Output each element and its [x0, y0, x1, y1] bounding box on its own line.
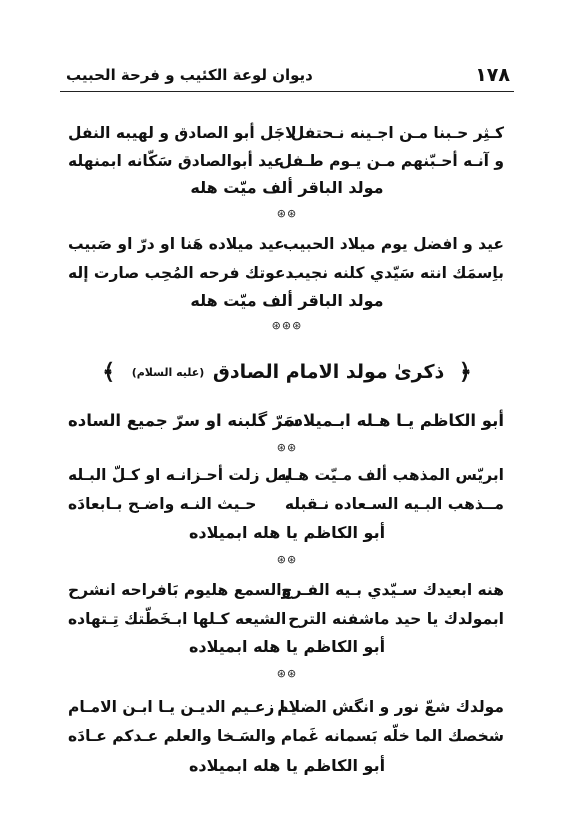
verse-right: ابمولدك يا حيد ماشفنه الترح	[288, 610, 504, 628]
verse-right: مــذهب البـيه السـعاده نـقبله	[284, 495, 504, 513]
ornament-bracket-right: ﴿	[458, 360, 472, 385]
poem-title-text: ذكرىٰ مولد الامام الصادق	[212, 361, 445, 383]
verse-right: عيد و افضل يوم ميلاد الحبيب	[283, 235, 504, 253]
verse-right: أبو الكاظم يـا هـله ابـميلاده	[284, 411, 504, 430]
verse-right: و آنـه أحـبّنهم مـن يـوم طـفل	[278, 152, 504, 170]
book-title: ديوان لوعة الكئيب و فرحة الحبيب	[66, 66, 313, 84]
verse-left: يـا زعـيم الديـن يـا ابـن الامـام	[68, 698, 297, 716]
header-rule	[60, 91, 514, 92]
verse-left: يـل زلت أحـزانـه او كـلّ البـله	[68, 466, 290, 484]
chorus-line: أبو الكاظم يا هله ابميلاده	[188, 756, 386, 775]
verse-right: كـثِر حـبنا مـن اجـينه نـحتفل	[290, 124, 504, 142]
chorus-line: أبو الكاظم يا هله ابميلاده	[188, 523, 386, 542]
stanza-separator: ⊛⊛⊛	[271, 319, 303, 332]
verse-right: باِسمَك انته سَيّدي كلنه نجيب	[288, 264, 504, 282]
honorific-glyph: (عليه السلام)	[131, 366, 205, 379]
verse-left: سَرّ گلبنه او سرّ جميع الساده	[68, 411, 300, 430]
verse-left: حـيث النـه واضـح بـابعادَه	[68, 495, 257, 513]
verse-left: الشيعه كـلها ابـخَطّتك تِـتهاده	[68, 610, 287, 628]
chorus-line: مولد الباقر ألف ميّت هله	[190, 178, 384, 197]
stanza-separator: ⊛⊛	[276, 207, 298, 220]
chorus-line: مولد الباقر ألف ميّت هله	[190, 291, 384, 310]
stanza-separator: ⊛⊛	[276, 441, 298, 454]
stanza-separator: ⊛⊛	[276, 667, 298, 680]
verse-right: شخصك الما خلّه بَسمانه غَمام	[280, 727, 504, 745]
verse-left: عيد ميلاده هَنا او درّ او صَبيب	[68, 235, 285, 253]
chorus-line: أبو الكاظم يا هله ابميلاده	[188, 637, 386, 656]
poem-title	[0, 360, 574, 385]
page-header	[60, 64, 514, 90]
stanza-separator: ⊛⊛	[276, 553, 298, 566]
ornament-bracket-left: ﴾	[102, 360, 116, 385]
verse-left: دعوتك فرحه المُحِب صارت إله	[68, 264, 294, 282]
verse-left: عيد أبوالصادق سَكّانه ابمنهله	[68, 152, 285, 170]
verse-right: ابريّس المذهب ألف مـيّت هـله	[277, 466, 504, 484]
verse-left: لاجَل أبو الصادق و لهيبه النفل	[68, 124, 297, 142]
verse-right: هنه ابعيدك سـيّدي بـيه الفـرح	[281, 581, 504, 599]
verse-right: مولدك شعّ نور و انگش الضلام	[277, 698, 504, 716]
verse-left: والسَـخا والعلم عـدكم عـادَه	[68, 727, 276, 745]
verse-left: والسمع هليوم بَافراحه انشرح	[68, 581, 292, 599]
page-number: ١٧٨	[475, 64, 510, 86]
